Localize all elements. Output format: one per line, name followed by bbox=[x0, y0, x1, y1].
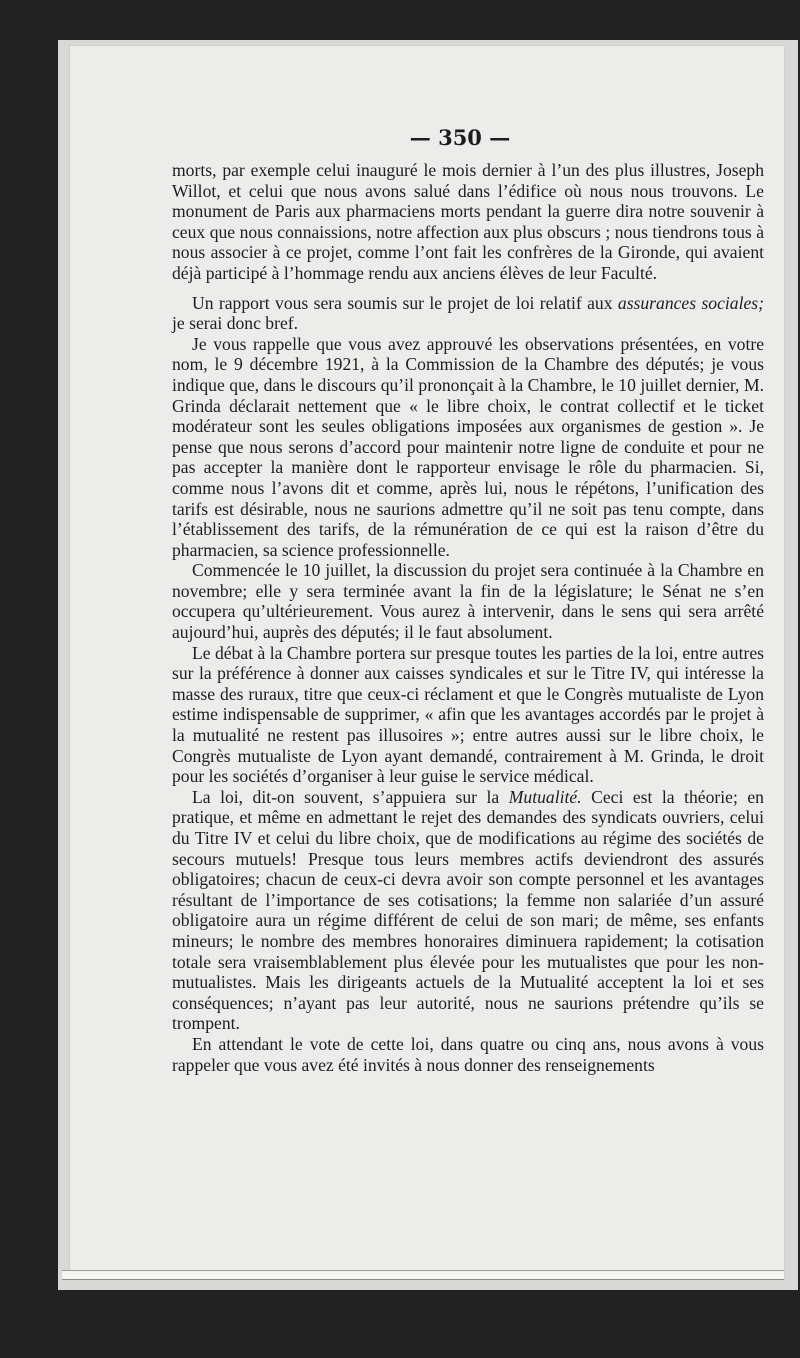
paragraph-2-end: je serai donc bref. bbox=[172, 313, 299, 334]
paragraph-6-end: Ceci est la théorie; en pratique, et même en admettant le rejet des demandes des syndicats ouvriers, celui du Titre IV et celui du libre choix, que de modifications au régime des sociétés de secours mutuels! Presque tous leurs membres actifs deviendront des assurés obligatoires; chacun de ceux-ci devra avoir son compte personnel et les avantages résultant de l’importance de ses cotisations; la femme non salariée d’un assuré obligatoire aura un régime différent de celui de son mari; de même, ses enfants mineurs; le nombre des membres honoraires diminuera rapidement; la cotisation totale sera vraisemblablement plus élevée pour les mutualistes que pour les non-mutualistes. Mais les dirigeants actuels de la Mutualité acceptent la loi et ses conséquences; n’ayant pas leur autorité, nous ne saurions prétendre qu’ils se trompent. bbox=[172, 786, 764, 1034]
paragraph-3: Je vous rappelle que vous avez approuvé les observations présentées, en votre nom, le 9 décembre 1921, à la Commission de la Chambre des députés; je vous indique que, dans le discours qu’il prononçait à la Chambre, le 10 juillet dernier, M. Grinda déclarait nettement que « le libre choix, le contrat collectif et le ticket modérateur sont les seules obligations imposées aux organismes de gestion ». Je pense que nous serons d’accord pour maintenir notre ligne de conduite et pour ne pas accepter la manière dont le rapporteur envisage le rôle du pharmacien. Si, comme nous l’avons dit et comme, après lui, nous le répétons, l’unification des tarifs est désirable, nous ne saurions admettre qu’il ne soit pas tenu compte, dans l’établissement des tarifs, de la rémunération de ce qui est la raison d’être du pharmacien, sa science professionnelle. bbox=[172, 333, 764, 560]
paragraph-6-start: La loi, dit-on souvent, s’appuiera sur la bbox=[192, 786, 509, 807]
paragraph-2-italic: assurances sociales; bbox=[617, 292, 764, 313]
paragraph-1: morts, par exemple celui inauguré le mois dernier à l’un des plus illustres, Joseph Willot, et celui que nous avons salué dans l’édifice où nous nous trouvons. Le monument de Paris aux pharmaciens morts pendant la guerre dira notre souvenir à ceux que nous connaissions, notre affection aux plus obscurs ; nous tiendrons tous à nous associer à ce projet, comme l’ont fait les confrères de la Gironde, qui avaient déjà participé à l’hommage rendu aux anciens élèves de leur Faculté. bbox=[172, 160, 764, 283]
paragraph-4: Commencée le 10 juillet, la discussion du projet sera continuée à la Chambre en novembre; elle y sera terminée avant la fin de la législature; le Sénat ne s’en occupera qu’ultérieurement. Vous aurez à intervenir, dans le sens qui sera arrêté aujourd’hui, auprès des députés; il le faut absolument. bbox=[172, 560, 764, 643]
body-text bbox=[172, 160, 764, 1075]
paragraph-6-italic: Mutualité. bbox=[508, 786, 582, 807]
paragraph-2 bbox=[172, 293, 764, 334]
page-number: — 350 — bbox=[409, 125, 511, 150]
paragraph-5: Le débat à la Chambre portera sur presque toutes les parties de la loi, entre autres sur la préférence à donner aux caisses syndicales et sur le Titre IV, qui intéresse la masse des ruraux, titre que ceux-ci réclament et que le Congrès mutualiste de Lyon estime indispensable de supprimer, « afin que les avantages accordés par le projet à la mutualité ne restent pas illusoires »; entre autres aussi sur le libre choix, le Congrès mutualiste de Lyon ayant demandé, contrairement à M. Grinda, le droit pour les sociétés d’organiser à leur guise le service médical. bbox=[172, 642, 764, 787]
paragraph-7: En attendant le vote de cette loi, dans quatre ou cinq ans, nous avons à vous rappeler que vous avez été invités à nous donner des renseignements bbox=[172, 1033, 764, 1075]
paragraph-6 bbox=[172, 787, 764, 1034]
paragraph-2-start: Un rapport vous sera soumis sur le projet de loi relatif aux bbox=[192, 292, 618, 313]
sheet-bottom-edge bbox=[62, 1270, 784, 1280]
